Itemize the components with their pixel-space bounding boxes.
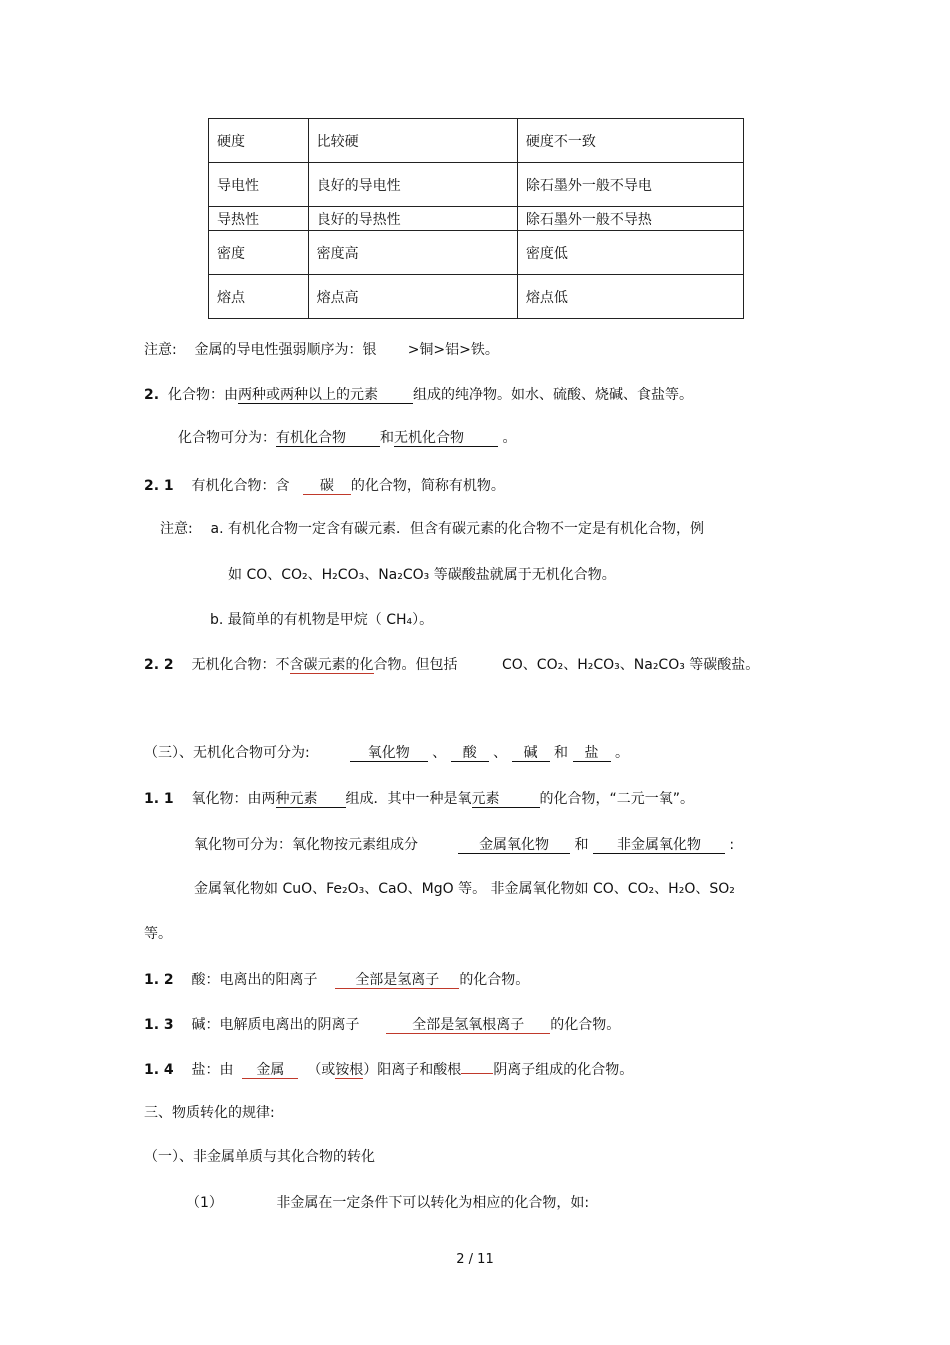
text: 。 bbox=[502, 430, 517, 446]
text: 酸：电离出的阳离子 bbox=[191, 972, 318, 988]
table-row bbox=[209, 207, 744, 231]
note-organic-b: b. 最简单的有机物是甲烷（ CH₄）。 bbox=[210, 612, 434, 628]
table-cell: 良好的导热性 bbox=[308, 207, 517, 231]
page-number: 2 / 11 bbox=[456, 1252, 494, 1267]
note-text: 金属的导电性强弱顺序为：银 bbox=[194, 342, 377, 358]
table-cell: 熔点 bbox=[209, 275, 309, 319]
note-conductivity bbox=[144, 341, 499, 359]
list-number: （1） bbox=[186, 1195, 223, 1211]
text: 和 bbox=[380, 430, 394, 446]
text: a. 有机化合物一定含有碳元素．但含有碳元素的化合物不一定是有机化合物，例 bbox=[210, 521, 705, 537]
text: 的化合物。 bbox=[459, 972, 530, 988]
blank-answer: 铵根 bbox=[335, 1062, 364, 1078]
section-number: 1. 2 bbox=[144, 972, 174, 988]
blank-answer: 金属 bbox=[242, 1062, 298, 1079]
section-number: 2. 2 bbox=[144, 657, 174, 673]
section-number: 2. 1 bbox=[144, 478, 174, 494]
text: 无机化合物：不 bbox=[191, 657, 290, 673]
text: : bbox=[729, 837, 735, 853]
oxide-examples-tail: 等。 bbox=[144, 926, 172, 942]
note-label: 注意: bbox=[144, 342, 177, 358]
text: 的化合物。 bbox=[550, 1017, 621, 1033]
section-salt bbox=[144, 1061, 633, 1079]
section-number: 1. 1 bbox=[144, 791, 174, 807]
blank-answer: 全部是氢离子 bbox=[335, 972, 459, 989]
section-compound bbox=[144, 386, 693, 404]
heading-transformation: 三、物质转化的规律: bbox=[144, 1105, 275, 1121]
paragraph-1 bbox=[186, 1194, 589, 1212]
table-cell: 除石墨外一般不导电 bbox=[517, 163, 743, 207]
text: 和 bbox=[574, 837, 589, 853]
section-oxide bbox=[144, 790, 694, 808]
blank-answer: 盐 bbox=[573, 745, 611, 762]
table-row bbox=[209, 275, 744, 319]
text: （或 bbox=[307, 1062, 336, 1078]
text: 和 bbox=[554, 745, 569, 761]
text: 有机化合物：含 bbox=[191, 478, 290, 494]
section-inorganic-classes bbox=[144, 744, 629, 762]
section-base bbox=[144, 1016, 620, 1034]
text: 组成的纯净物。如水、硫酸、烧碱、食盐等。 bbox=[412, 387, 693, 403]
blank-answer: 两种或两种以上的元素 bbox=[238, 387, 413, 404]
text: 碱：电解质电离出的阴离子 bbox=[191, 1017, 360, 1033]
note-order: >铜>铝>铁。 bbox=[407, 342, 499, 358]
blank-answer: 全部是氢氧根离子 bbox=[386, 1017, 550, 1034]
text: 、 bbox=[493, 745, 508, 761]
table-cell: 导电性 bbox=[209, 163, 309, 207]
text: 的化合物，简称有机物。 bbox=[350, 478, 505, 494]
note-organic-a bbox=[160, 520, 704, 538]
text: 非金属在一定条件下可以转化为相应的化合物，如: bbox=[276, 1195, 590, 1211]
oxide-classes bbox=[194, 836, 734, 854]
table-cell: 熔点低 bbox=[517, 275, 743, 319]
text: 合物。但包括 bbox=[373, 657, 458, 673]
section-inorganic bbox=[144, 656, 759, 674]
blank-answer: 氧化物 bbox=[350, 745, 428, 762]
table-row bbox=[209, 163, 744, 207]
text: 阴离子组成的化合物。 bbox=[493, 1062, 634, 1078]
table-cell: 除石墨外一般不导热 bbox=[517, 207, 743, 231]
table-row bbox=[209, 231, 744, 275]
blank-answer: 含碳元素的化 bbox=[289, 657, 374, 673]
blank-answer: 种元素 bbox=[276, 791, 346, 808]
oxide-examples: 金属氧化物如 CuO、Fe₂O₃、CaO、MgO 等。 非金属氧化物如 CO、CO₂、H₂O、SO₂ bbox=[194, 881, 735, 897]
text: 化合物可分为： bbox=[178, 430, 276, 446]
text: CO、CO₂、H₂CO₃、Na₂CO₃ 等碳酸盐。 bbox=[502, 657, 760, 673]
blank-answer: 碳 bbox=[303, 478, 351, 495]
blank-answer: 非金属氧化物 bbox=[593, 837, 725, 854]
blank-answer: 酸 bbox=[451, 745, 489, 762]
table-cell: 硬度不一致 bbox=[517, 119, 743, 163]
text: 、 bbox=[432, 745, 447, 761]
table-cell: 密度 bbox=[209, 231, 309, 275]
blank-answer: 元素 bbox=[472, 791, 540, 808]
blank-answer: 碱 bbox=[512, 745, 550, 762]
note-organic-a2: 如 CO、CO₂、H₂CO₃、Na₂CO₃ 等碳酸盐就属于无机化合物。 bbox=[228, 567, 616, 583]
section-number: 1. 3 bbox=[144, 1017, 174, 1033]
properties-table bbox=[208, 118, 744, 319]
text: 的化合物，“二元一氧”。 bbox=[539, 791, 695, 807]
heading-nonmetal: （一）、非金属单质与其化合物的转化 bbox=[144, 1149, 375, 1165]
table-cell: 比较硬 bbox=[308, 119, 517, 163]
blank-answer: 金属氧化物 bbox=[458, 837, 570, 854]
table-cell: 密度低 bbox=[517, 231, 743, 275]
table-cell: 硬度 bbox=[209, 119, 309, 163]
table-cell: 密度高 bbox=[308, 231, 517, 275]
text: 组成．其中一种是氧 bbox=[345, 791, 472, 807]
table-cell: 良好的导电性 bbox=[308, 163, 517, 207]
blank-answer bbox=[461, 1073, 493, 1074]
table-cell: 导热性 bbox=[209, 207, 309, 231]
section-number: 2. bbox=[144, 387, 160, 403]
table-cell: 熔点高 bbox=[308, 275, 517, 319]
text: ）阳离子和酸根 bbox=[363, 1062, 462, 1078]
note-label: 注意: bbox=[160, 521, 193, 537]
table-row bbox=[209, 119, 744, 163]
compound-classes bbox=[178, 429, 516, 447]
text: （三）、无机化合物可分为: bbox=[144, 745, 310, 761]
section-number: 1. 4 bbox=[144, 1062, 174, 1078]
text: 化合物：由 bbox=[167, 387, 238, 403]
text: 盐：由 bbox=[191, 1062, 234, 1078]
blank-answer: 有机化合物 bbox=[276, 430, 380, 447]
blank-answer: 无机化合物 bbox=[394, 430, 498, 447]
section-organic bbox=[144, 477, 505, 495]
text: 。 bbox=[614, 745, 629, 761]
text: 氧化物可分为：氧化物按元素组成分 bbox=[194, 837, 418, 853]
text: 氧化物：由两 bbox=[191, 791, 276, 807]
section-acid bbox=[144, 971, 529, 989]
